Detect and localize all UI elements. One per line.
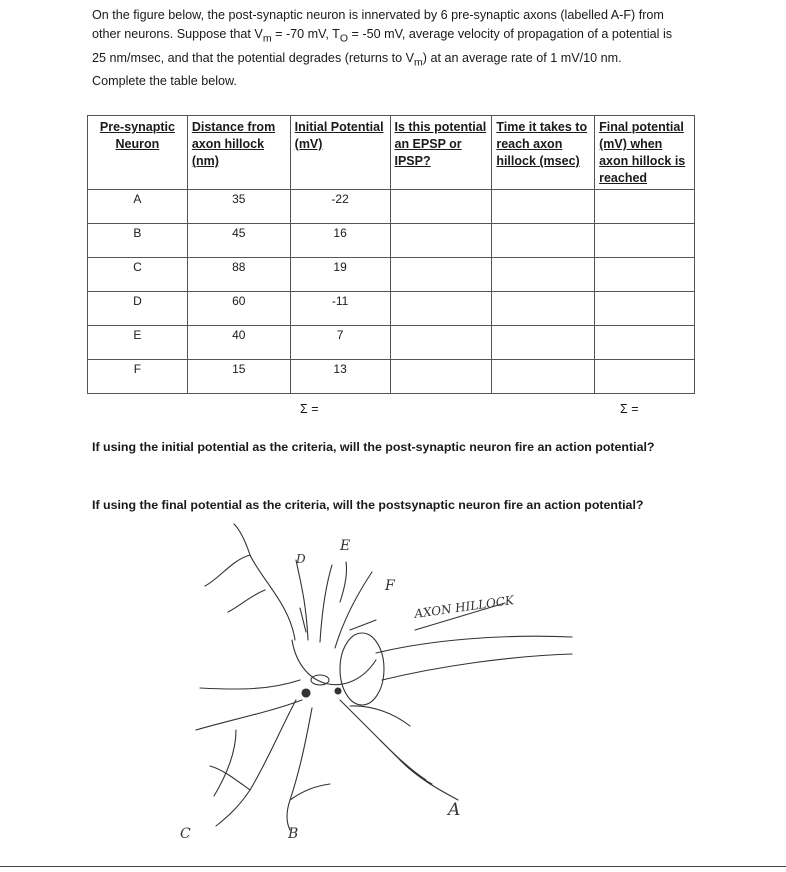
cell-neuron: D <box>88 292 188 326</box>
label-d: D <box>296 552 306 566</box>
cell-initial: 19 <box>290 258 390 292</box>
cell-initial: 13 <box>290 360 390 394</box>
cell-distance: 60 <box>187 292 290 326</box>
cell-neuron: A <box>88 190 188 224</box>
header-time: Time it takes to reach axon hillock (msec) <box>492 116 595 190</box>
cell-initial: -22 <box>290 190 390 224</box>
presynaptic-a-axon <box>380 740 426 780</box>
dendrite-upper-d <box>296 560 308 640</box>
label-b: B <box>288 826 299 842</box>
presynaptic-f-axon <box>350 620 376 630</box>
header-final: Final potential (mV) when axon hillock is reached <box>595 116 695 190</box>
label-axon-hillock: AXON HILLOCK <box>413 593 515 621</box>
instructions-line-2c: = -50 mV, average velocity of propagation of a potential is <box>348 27 673 41</box>
dendrite-left-lower <box>196 700 302 730</box>
dendrite-upper-f <box>335 572 372 648</box>
cell-distance: 88 <box>187 258 290 292</box>
page-bottom-rule <box>0 866 786 867</box>
label-a: A <box>448 800 461 820</box>
dendrite-branch <box>340 562 347 602</box>
dendrite-left-upper <box>200 680 300 689</box>
label-e: E <box>340 538 351 554</box>
dendrite-upper-e <box>320 565 332 642</box>
subscript-m-2: m <box>414 56 423 69</box>
synapse-dot <box>335 688 341 694</box>
label-f: F <box>385 578 395 594</box>
cell-distance: 35 <box>187 190 290 224</box>
cell-neuron: F <box>88 360 188 394</box>
subscript-m: m <box>262 32 272 45</box>
header-distance: Distance from axon hillock (nm) <box>187 116 290 190</box>
question-final: If using the final potential as the criteria, will the postsynaptic neuron fire an action potential? <box>92 498 644 512</box>
cell-distance: 15 <box>187 360 290 394</box>
header-initial: Initial Potential (mV) <box>290 116 390 190</box>
cell-distance: 45 <box>187 224 290 258</box>
subscript-o: O <box>339 32 349 45</box>
dendrite-branch <box>205 555 250 586</box>
dendrite-branch <box>290 784 330 800</box>
axon-bottom-edge <box>382 654 572 680</box>
cell-neuron: E <box>88 326 188 360</box>
dendrite-branch <box>228 590 265 612</box>
cell-initial: 7 <box>290 326 390 360</box>
label-c: C <box>180 826 191 842</box>
axon-top-edge <box>376 636 572 653</box>
sum-initial-label: Σ = <box>300 402 319 416</box>
instructions-line-2b: = -70 mV, T <box>271 27 340 41</box>
dendrite-branch <box>350 706 410 726</box>
cell-distance: 40 <box>187 326 290 360</box>
header-neuron: Pre-synaptic Neuron <box>88 116 188 190</box>
cell-initial: 16 <box>290 224 390 258</box>
instructions-line-2a: other neurons. Suppose that V <box>92 27 263 41</box>
cell-neuron: B <box>88 224 188 258</box>
dendrite-branch <box>210 766 250 790</box>
instructions-line-3a: 25 nm/msec, and that the potential degrades (returns to V <box>92 50 415 65</box>
nucleus <box>311 675 329 685</box>
dendrite-upper-left <box>234 524 295 640</box>
cell-neuron: C <box>88 258 188 292</box>
header-type: Is this potential an EPSP or IPSP? <box>390 116 492 190</box>
question-initial: If using the initial potential as the criteria, will the post-synaptic neuron fire an action potential? <box>92 440 655 454</box>
synapse-dot <box>302 689 310 697</box>
cell-initial: -11 <box>290 292 390 326</box>
axon-hillock-circle <box>340 633 384 705</box>
soma-outline <box>292 640 376 685</box>
instructions-line-4: Complete the table below. <box>92 74 237 89</box>
instructions-line-1: On the figure below, the post-synaptic neuron is innervated by 6 pre-synaptic axons (labelled A-F) from <box>92 8 664 22</box>
presynaptic-c-axon <box>214 730 236 796</box>
dendrite-lower-a <box>340 700 458 800</box>
instructions-line-3b: ) at an average rate of 1 mV/10 nm. <box>422 50 622 65</box>
dendrite-lower-c <box>216 700 296 826</box>
sum-final-label: Σ = <box>620 402 639 416</box>
dendrite-lower-b <box>287 708 312 830</box>
